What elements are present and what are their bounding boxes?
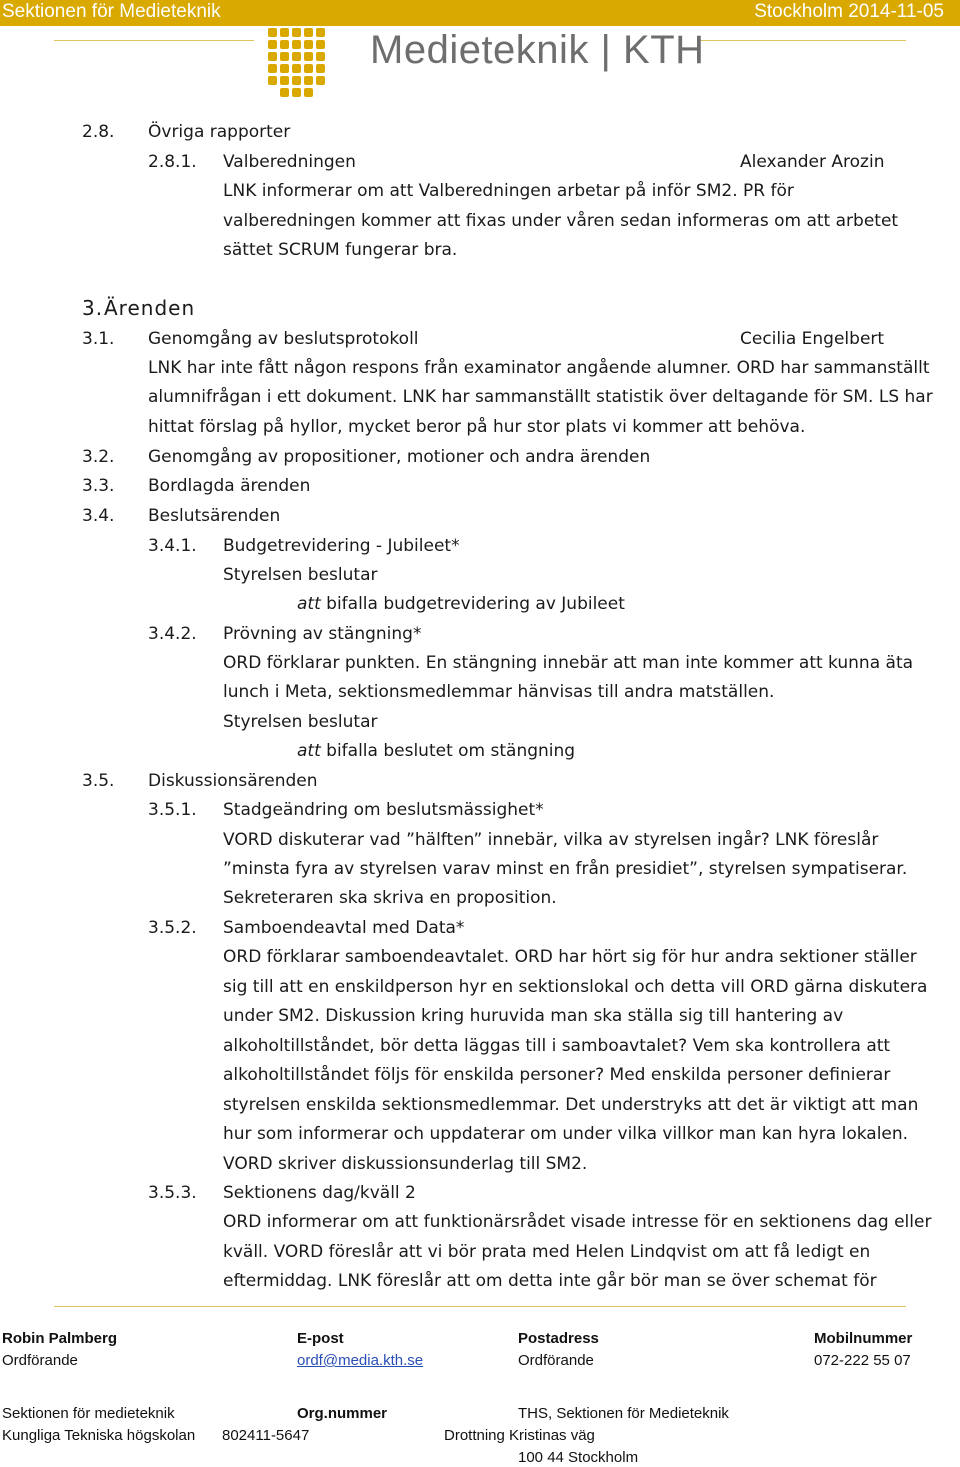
paragraph-line: ORD informerar om att funktionärsrådet visade intresse för en sektionens dag eller bbox=[223, 1212, 932, 1232]
section-title: Genomgång av beslutsprotokoll bbox=[148, 329, 419, 349]
section-title: Bordlagda ärenden bbox=[148, 476, 311, 496]
footer-orgnr-value: 802411-5647 bbox=[222, 1427, 310, 1444]
decision-intro: Styrelsen beslutar bbox=[223, 712, 378, 732]
paragraph-line: Sekreteraren ska skriva en proposition. bbox=[223, 888, 557, 908]
section-number: 3.2. bbox=[82, 447, 115, 467]
section-title: Valberedningen bbox=[223, 152, 356, 172]
footer-rule bbox=[54, 1306, 906, 1307]
att-word: att bbox=[297, 594, 321, 614]
logo-text: Medieteknik | KTH bbox=[370, 28, 705, 72]
footer-address-line-1: THS, Sektionen för Medieteknik bbox=[518, 1405, 729, 1422]
footer-orgnr-label: Org.nummer bbox=[297, 1405, 388, 1422]
paragraph-line: valberedningen kommer att fixas under våren sedan informeras om att arbetet bbox=[223, 211, 899, 231]
paragraph-line: ORD förklarar samboendeavtalet. ORD har hört sig för hur andra sektioner ställer bbox=[223, 947, 917, 967]
footer-org-name: Sektionen för medieteknik bbox=[2, 1405, 175, 1422]
paragraph-line: styrelsen enskilda sektionsmedlemmar. Det understryks att det är viktigt att man bbox=[223, 1095, 919, 1115]
section-title: Diskussionsärenden bbox=[148, 771, 318, 791]
footer-address-line-2: Drottning Kristinas väg bbox=[444, 1427, 595, 1444]
footer-role: Ordförande bbox=[2, 1352, 78, 1369]
paragraph-line: VORD skriver diskussionsunderlag till SM2. bbox=[223, 1154, 588, 1174]
footer-postadress-value: Ordförande bbox=[518, 1352, 594, 1369]
section-number: 3. bbox=[82, 296, 104, 320]
footer-university: Kungliga Tekniska högskolan bbox=[2, 1427, 196, 1444]
footer-mobile-value: 072-222 55 07 bbox=[814, 1352, 911, 1369]
paragraph-line: ”minsta fyra av styrelsen varav minst en från presidiet”, styrelsen sympatiserar. bbox=[223, 859, 908, 879]
paragraph-line: alkoholtillståndet följs för enskilda personer? Med enskilda personer definierar bbox=[223, 1065, 891, 1085]
section-number: 2.8. bbox=[82, 122, 115, 142]
header-organization: Sektionen för Medieteknik bbox=[2, 1, 221, 22]
paragraph-line: sättet SCRUM fungerar bra. bbox=[223, 240, 458, 260]
paragraph-line: ORD förklarar punkten. En stängning innebär att man inte kommer att kunna äta bbox=[223, 653, 914, 673]
decision-text bbox=[297, 740, 575, 762]
section-number: 3.1. bbox=[82, 329, 115, 349]
responsible-person: Cecilia Engelbert bbox=[740, 329, 885, 349]
paragraph-line: hur som informerar och uppdaterar om under vilka villkor man kan hyra lokalen. bbox=[223, 1124, 909, 1144]
section-number: 3.3. bbox=[82, 476, 115, 496]
footer-address-line-3: 100 44 Stockholm bbox=[518, 1449, 639, 1466]
header-date: Stockholm 2014-11-05 bbox=[754, 1, 944, 22]
section-number: 3.5. bbox=[82, 771, 115, 791]
footer-name: Robin Palmberg bbox=[2, 1330, 118, 1347]
decision-intro: Styrelsen beslutar bbox=[223, 565, 378, 585]
paragraph-line: alkoholtillståndet, bör detta läggas till i samboavtalet? Vem ska kontrollera att bbox=[223, 1036, 891, 1056]
section-title: Beslutsärenden bbox=[148, 506, 281, 526]
decision-body: bifalla beslutet om stängning bbox=[320, 741, 576, 761]
section-number: 3.5.1. bbox=[148, 800, 197, 820]
section-number: 3.4. bbox=[82, 506, 115, 526]
header-rule-left bbox=[54, 40, 254, 41]
responsible-person: Alexander Arozin bbox=[740, 152, 885, 172]
footer-postadress-label: Postadress bbox=[518, 1330, 599, 1347]
paragraph-line: LNK har inte fått någon respons från examinator angående alumner. ORD har sammanställt bbox=[148, 358, 930, 378]
section-title: Ärenden bbox=[104, 296, 196, 320]
section-title: Budgetrevidering - Jubileet* bbox=[223, 536, 460, 556]
section-title: Stadgeändring om beslutsmässighet* bbox=[223, 800, 544, 820]
footer-mobile-label: Mobilnummer bbox=[814, 1330, 913, 1347]
section-number: 2.8.1. bbox=[148, 152, 197, 172]
footer-email-link[interactable]: ordf@media.kth.se bbox=[297, 1352, 424, 1369]
paragraph-line: kväll. VORD föreslår att vi bör prata med Helen Lindqvist om att få ledigt en bbox=[223, 1242, 871, 1262]
paragraph-line: sig till att en enskildperson hyr en sektionslokal och detta vill ORD gärna diskutera bbox=[223, 977, 928, 997]
section-title: Sektionens dag/kväll 2 bbox=[223, 1183, 416, 1203]
section-number: 3.5.2. bbox=[148, 918, 197, 938]
decision-text bbox=[297, 593, 625, 615]
paragraph-line: alumnifrågan i ett dokument. LNK har sammanställt statistik över deltagande för SM. LS har bbox=[148, 387, 933, 407]
paragraph-line: lunch i Meta, sektionsmedlemmar hänvisas till andra matställen. bbox=[223, 682, 775, 702]
att-word: att bbox=[297, 741, 321, 761]
paragraph-line: hittat förslag på hyllor, mycket beror på hur stor plats vi kommer att behöva. bbox=[148, 417, 806, 437]
section-number: 3.4.2. bbox=[148, 624, 197, 644]
footer-email-label: E-post bbox=[297, 1330, 344, 1347]
paragraph-line: eftermiddag. LNK föreslår att om detta inte går bör man se över schemat för bbox=[223, 1271, 877, 1291]
decision-body: bifalla budgetrevidering av Jubileet bbox=[320, 594, 625, 614]
section-number: 3.4.1. bbox=[148, 536, 197, 556]
paragraph-line: LNK informerar om att Valberedningen arbetar på inför SM2. PR för bbox=[223, 181, 794, 201]
paragraph-line: under SM2. Diskussion kring huruvida man ska ställa sig till hantering av bbox=[223, 1006, 844, 1026]
paragraph-line: VORD diskuterar vad ”hälften” innebär, vilka av styrelsen ingår? LNK föreslår bbox=[223, 830, 879, 850]
section-title: Genomgång av propositioner, motioner och andra ärenden bbox=[148, 447, 651, 467]
section-number: 3.5.3. bbox=[148, 1183, 197, 1203]
section-title: Prövning av stängning* bbox=[223, 624, 422, 644]
section-title: Samboendeavtal med Data* bbox=[223, 918, 465, 938]
section-title: Övriga rapporter bbox=[148, 122, 291, 142]
